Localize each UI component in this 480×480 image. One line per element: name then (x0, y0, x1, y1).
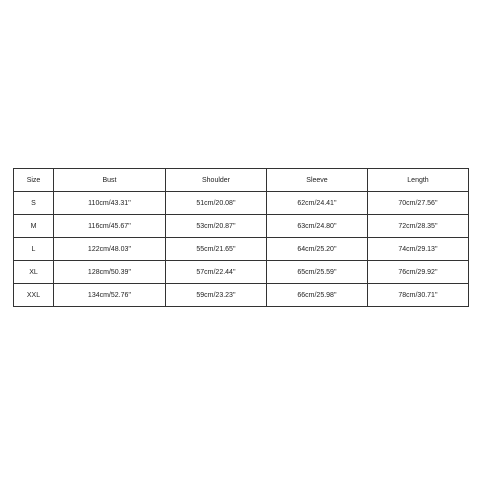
cell-length: 78cm/30.71'' (368, 284, 469, 307)
cell-length: 74cm/29.13'' (368, 238, 469, 261)
cell-length: 70cm/27.56'' (368, 192, 469, 215)
cell-size: S (14, 192, 54, 215)
header-length: Length (368, 169, 469, 192)
cell-bust: 116cm/45.67'' (54, 215, 166, 238)
cell-sleeve: 64cm/25.20'' (267, 238, 368, 261)
table-row (14, 261, 469, 284)
header-bust: Bust (54, 169, 166, 192)
table-row (14, 192, 469, 215)
cell-shoulder: 55cm/21.65'' (166, 238, 267, 261)
cell-sleeve: 62cm/24.41'' (267, 192, 368, 215)
header-sleeve: Sleeve (267, 169, 368, 192)
cell-size: M (14, 215, 54, 238)
cell-size: XXL (14, 284, 54, 307)
cell-shoulder: 57cm/22.44'' (166, 261, 267, 284)
cell-length: 76cm/29.92'' (368, 261, 469, 284)
cell-shoulder: 51cm/20.08'' (166, 192, 267, 215)
cell-bust: 134cm/52.76'' (54, 284, 166, 307)
cell-length: 72cm/28.35'' (368, 215, 469, 238)
cell-bust: 128cm/50.39'' (54, 261, 166, 284)
cell-bust: 110cm/43.31'' (54, 192, 166, 215)
cell-size: L (14, 238, 54, 261)
cell-bust: 122cm/48.03'' (54, 238, 166, 261)
header-row (14, 169, 469, 192)
header-shoulder: Shoulder (166, 169, 267, 192)
cell-size: XL (14, 261, 54, 284)
table-row (14, 284, 469, 307)
cell-shoulder: 53cm/20.87'' (166, 215, 267, 238)
cell-sleeve: 65cm/25.59'' (267, 261, 368, 284)
table-row (14, 238, 469, 261)
cell-sleeve: 66cm/25.98'' (267, 284, 368, 307)
cell-sleeve: 63cm/24.80'' (267, 215, 368, 238)
table-row (14, 215, 469, 238)
cell-shoulder: 59cm/23.23'' (166, 284, 267, 307)
header-size: Size (14, 169, 54, 192)
size-chart-table (13, 168, 469, 307)
